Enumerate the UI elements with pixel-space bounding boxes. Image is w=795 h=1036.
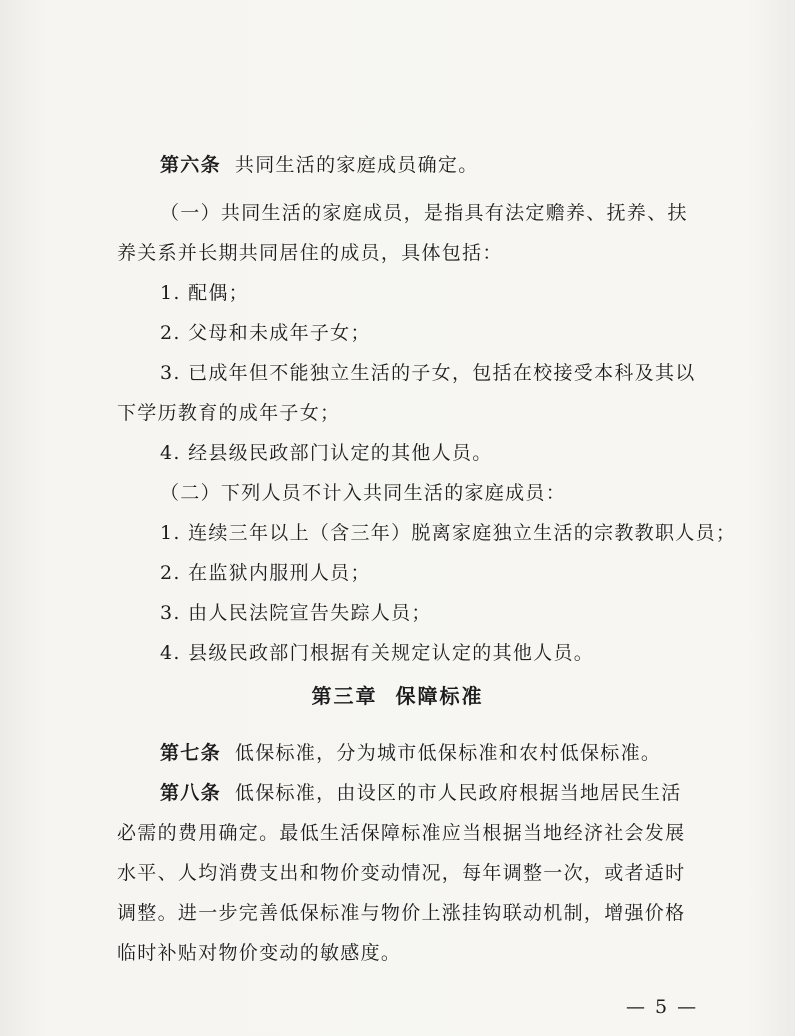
- article-8-line-5: 临时补贴对物价变动的敏感度。: [117, 942, 402, 964]
- article-8-line-4: 调整。进一步完善低保标准与物价上涨挂钩联动机制，增强价格: [117, 902, 686, 924]
- chapter-heading: [0, 680, 795, 709]
- section-1-item-1: 1. 配偶；: [160, 282, 249, 304]
- section-2-intro: （二）下列人员不计入共同生活的家庭成员：: [160, 482, 567, 504]
- article-7-text: 低保标准，分为城市低保标准和农村低保标准。: [234, 742, 662, 764]
- section-2-item-3: 3. 由人民法院宣告失踪人员；: [160, 602, 432, 624]
- article-8-line-2: 必需的费用确定。最低生活保障标准应当根据当地经济社会发展: [117, 822, 686, 844]
- section-1-item-2: 2. 父母和未成年子女；: [160, 322, 371, 344]
- chapter-title: 保障标准: [395, 684, 484, 708]
- article-8-line-1: 低保标准，由设区的市人民政府根据当地居民生活: [234, 782, 682, 804]
- article-7: [160, 740, 661, 766]
- section-1-intro-line-2: 养关系并长期共同居住的成员，具体包括：: [117, 242, 503, 264]
- section-1-intro-line-1: （一）共同生活的家庭成员，是指具有法定赡养、抚养、扶: [160, 202, 688, 224]
- section-1-item-3: 3. 已成年但不能独立生活的子女，包括在校接受本科及其以: [160, 362, 696, 384]
- section-2-item-4: 4. 县级民政部门根据有关规定认定的其他人员。: [160, 642, 595, 664]
- chapter-number: 第三章: [311, 684, 378, 708]
- article-8: [160, 780, 682, 806]
- article-6-text: 共同生活的家庭成员确定。: [234, 154, 479, 176]
- article-6-label: 第六条: [160, 154, 221, 176]
- section-2-item-1: 1. 连续三年以上（含三年）脱离家庭独立生活的宗教教职人员；: [160, 522, 737, 544]
- page-number: — 5 —: [626, 996, 699, 1018]
- article-7-label: 第七条: [160, 742, 221, 764]
- article-6: [160, 152, 479, 178]
- section-2-item-2: 2. 在监狱内服刑人员；: [160, 562, 371, 584]
- section-1-item-3-cont: 下学历教育的成年子女；: [117, 402, 341, 424]
- article-8-label: 第八条: [160, 782, 221, 804]
- article-8-line-3: 水平、人均消费支出和物价变动情况，每年调整一次，或者适时: [117, 862, 686, 884]
- section-1-item-4: 4. 经县级民政部门认定的其他人员。: [160, 442, 493, 464]
